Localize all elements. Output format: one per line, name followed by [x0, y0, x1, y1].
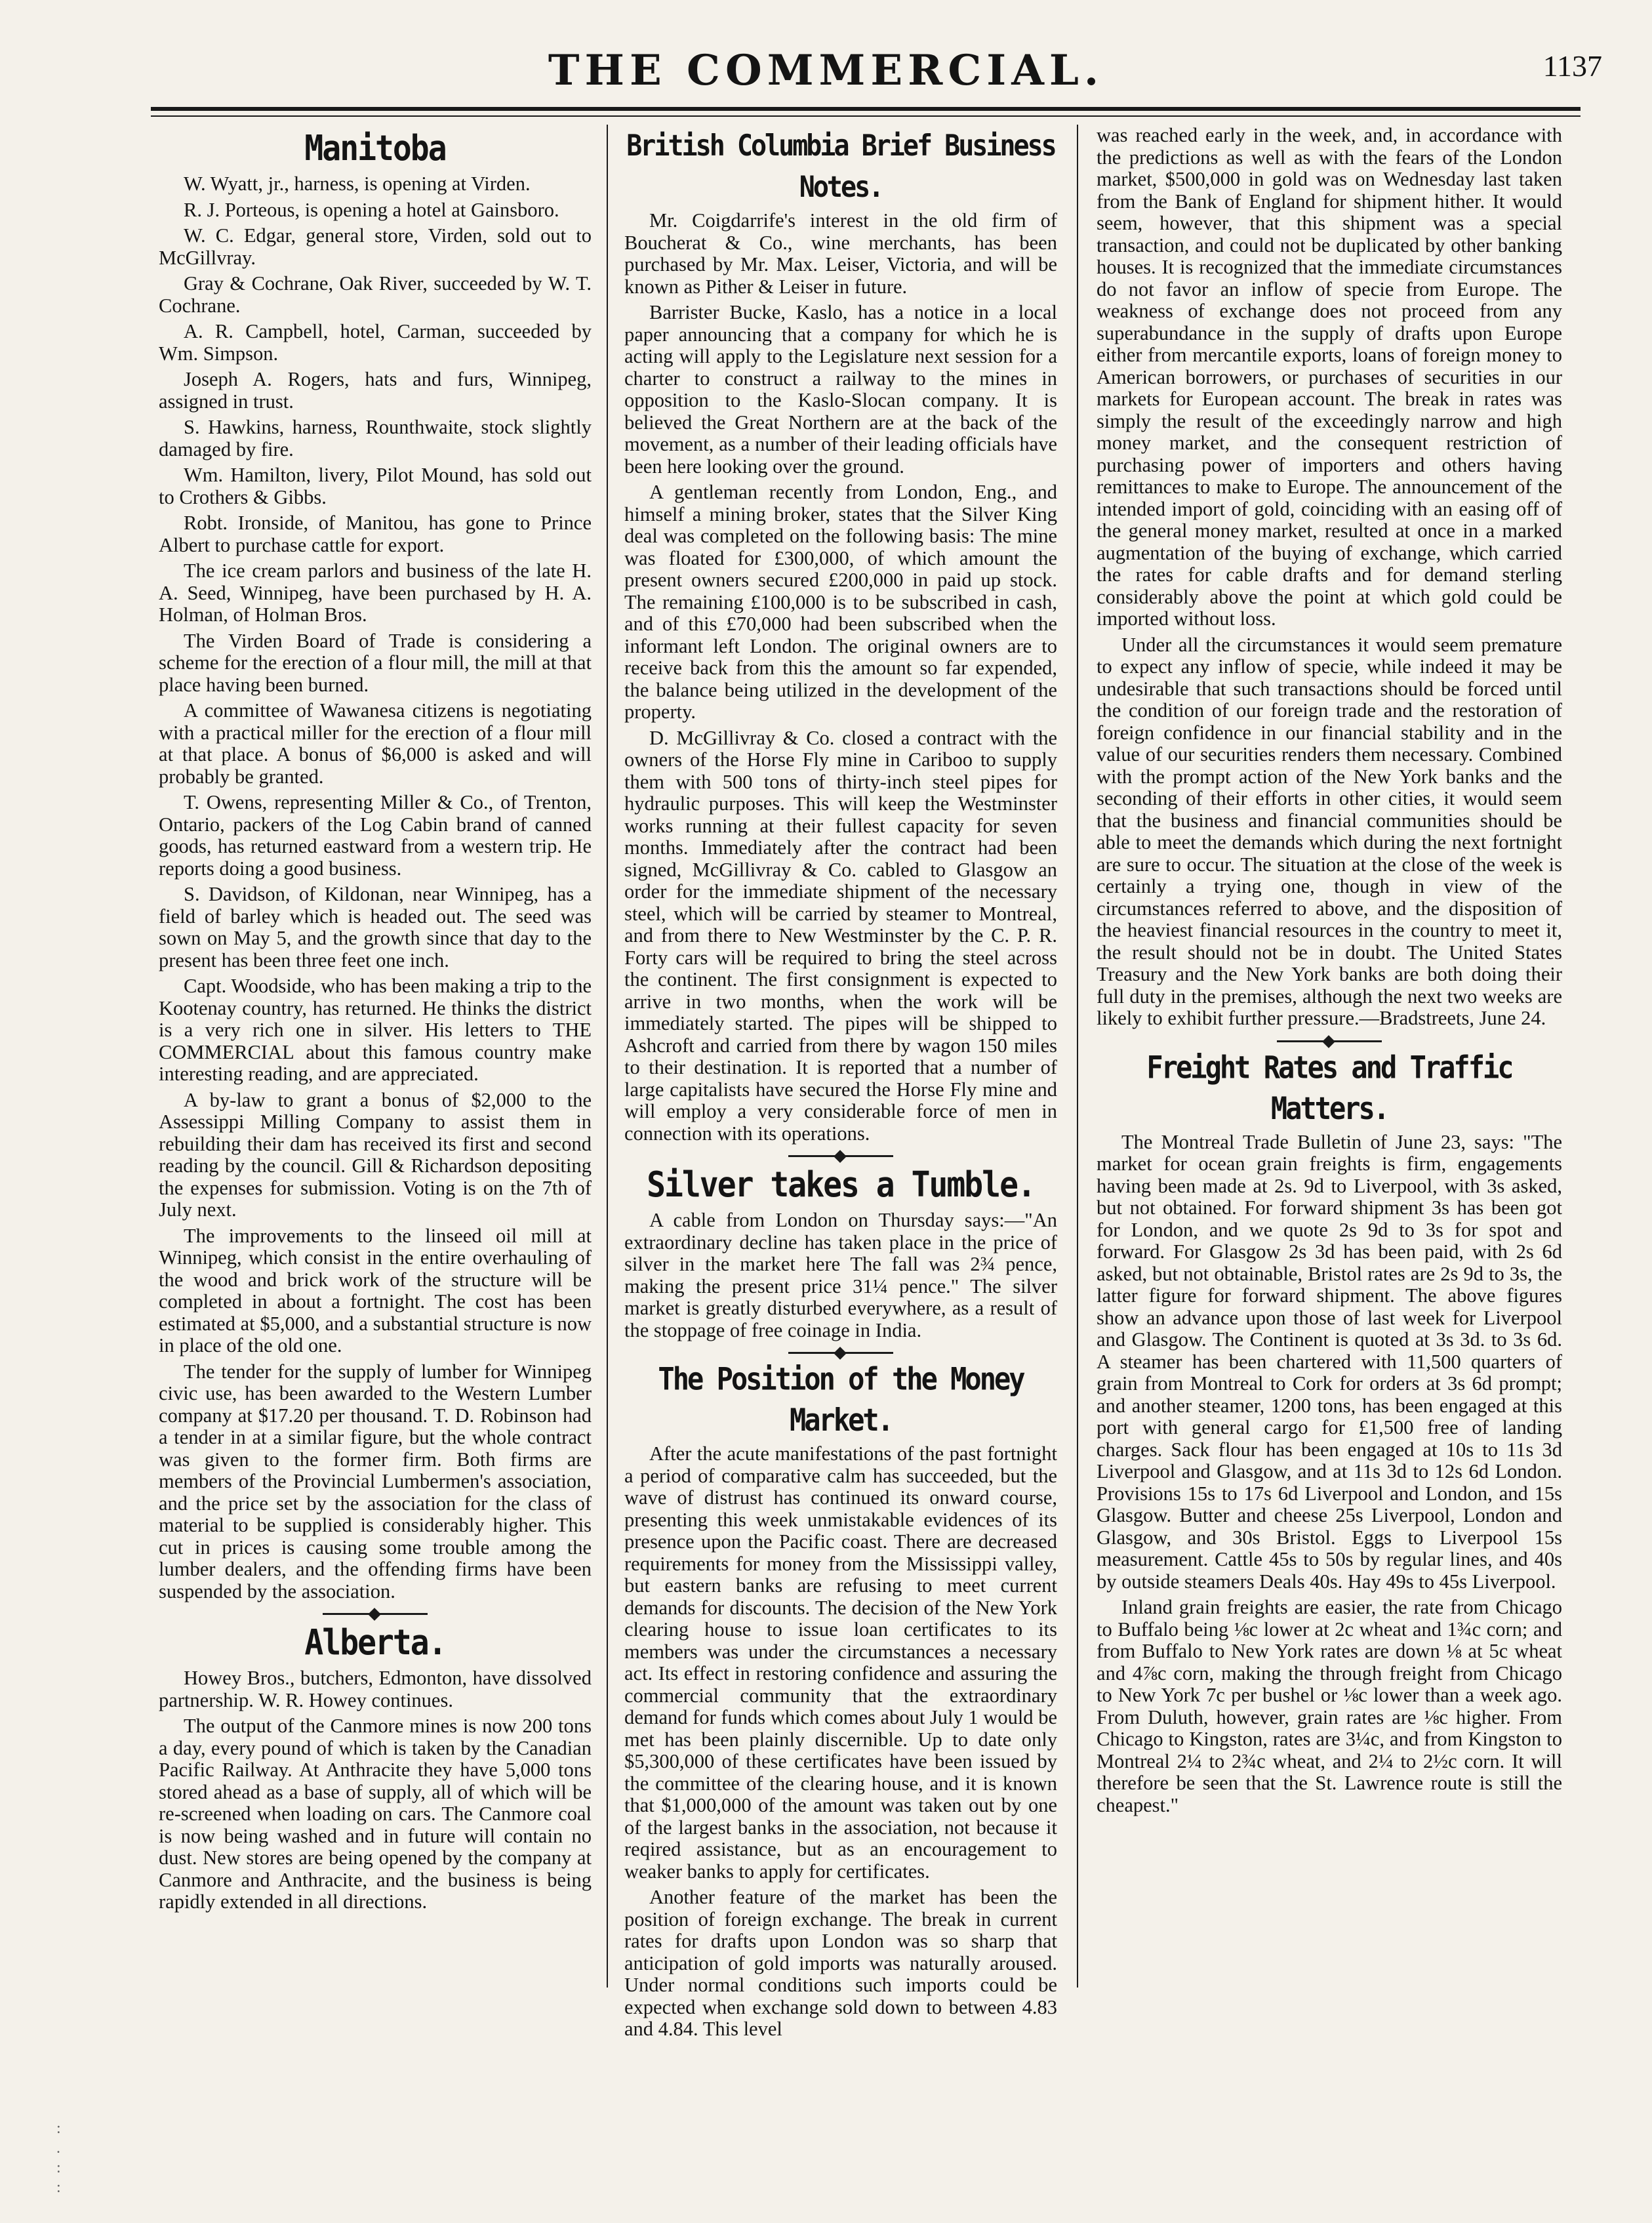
section-heading-freight: Freight Rates and Traffic Matters. — [1146, 1049, 1512, 1126]
paragraph: W. Wyatt, jr., harness, is opening at Virden. — [184, 173, 531, 195]
paragraph: Gray & Cochrane, Oak River, succeeded by W. T. Cochrane. — [159, 272, 592, 317]
paragraph: Howey Bros., butchers, Edmonton, have dissolved partnership. W. R. Howey continues. — [159, 1667, 592, 1711]
paragraph: The ice cream parlors and business of the late H. A. Seed, Winnipeg, have been purchased by H. A. Holman, of Holman Bros. — [159, 560, 592, 626]
paragraph: Mr. Coigdarrife's interest in the old firm of Boucherat & Co., wine merchants, has been purchased by Mr. Max. Leiser, Victoria, and will be known as Pither & Leiser in future. — [624, 209, 1057, 298]
margin-marks: : . : : — [56, 2120, 61, 2196]
header-rule — [151, 107, 1581, 111]
page-number: 1137 — [1542, 49, 1602, 83]
column-divider-1 — [607, 125, 608, 1988]
paragraph: Under all the circumstances it would seem premature to expect any inflow of specie, while indeed it may be undesirable that such transactions should be forced until the condition of our foreign trade and the restoration of foreign confidence in our financial stability and in the value of our securities renders them necessary. Combined with the prompt action of the New York banks and the seconding of their efforts in other cities, it would seem that the business and financial communities should be able to meet the demands which during the next fortnight are sure to occur. The situation at the close of the week is certainly a trying one, though in view of the circumstances referred to above, and the disposition of the heaviest financial resources in the country to meet it, the result should not be in doubt. The United States Treasury and the New York banks are both doing their full duty in the premises, although the next two weeks are likely to exhibit further pressure.—Bradstreets, June 24. — [1097, 633, 1562, 1029]
paragraph: Wm. Hamilton, livery, Pilot Mound, has sold out to Crothers & Gibbs. — [159, 464, 592, 508]
paragraph: The Virden Board of Trade is considering a scheme for the erection of a flour mill, the mill at that place having been burned. — [159, 629, 592, 696]
section-separator — [323, 1613, 428, 1615]
paragraph: Capt. Woodside, who has been making a trip to the Kootenay country, has returned. He thinks the district is a very rich one in silver. His letters to THE COMMERCIAL about this famous country make interesting reading, and are appreciated. — [159, 975, 592, 1085]
paragraph: R. J. Porteous, is opening a hotel at Gainsboro. — [184, 198, 559, 221]
masthead-title: THE COMMERCIAL. — [548, 46, 1104, 95]
paragraph: After the acute manifestations of the past fortnight a period of comparative calm has succeeded, but the wave of distrust has continued its onward course, presenting this week unmistakable evidences of its presence upon the Pacific coast. There are decreased requirements for money from the Mississippi valley, but eastern banks are refusing to meet current demands for discounts. The decision of the New York clearing house to issue loan certificates to its members was under the circumstances a necessary act. Its effect in restoring confidence and assuring the commercial community that the extraordinary demand for funds which comes about July 1 would be met has been plainly discernible. Up to date only $5,300,000 of these certificates have been issued by the committee of the clearing house, and it is known that $1,000,000 of the amount was taken out by one of the largest banks in the association, not because it reqired assistance, but as an encouragement to weaker banks to apply for certificates. — [624, 1442, 1057, 1883]
paragraph: A cable from London on Thursday says:—"An extraordinary decline has taken place in the price of silver in the market here The fall was 2¾ pence, making the present price 31¼ pence." The silver market is greatly disturbed everywhere, as a result of the stoppage of free coinage in India. — [624, 1209, 1057, 1341]
section-separator — [1277, 1040, 1382, 1042]
section-separator — [788, 1352, 893, 1354]
column-divider-2 — [1077, 125, 1078, 1988]
section-heading-manitoba: Manitoba — [304, 127, 446, 169]
paragraph: A. R. Campbell, hotel, Carman, succeeded by Wm. Simpson. — [159, 320, 592, 365]
column-1 — [159, 125, 592, 1988]
paragraph: T. Owens, representing Miller & Co., of Trenton, Ontario, packers of the Log Cabin brand of canned goods, has returned eastward from a western trip. He reports doing a good business. — [159, 791, 592, 880]
paragraph: W. C. Edgar, general store, Virden, sold out to McGillvray. — [159, 224, 592, 269]
paragraph: The output of the Canmore mines is now 200 tons a day, every pound of which is taken by the Canadian Pacific Railway. At Anthracite they have 5,000 tons stored ahead as a base of supply, all of which will be re-screened when loading on cars. The Canmore coal is now being washed and in future will contain no dust. New stores are being opened by the company at Canmore and Anthracite, and the business is being rapidly extended in all directions. — [159, 1715, 592, 1913]
paragraph: Another feature of the market has been the position of foreign exchange. The break in current rates for drafts upon London was so sharp that anticipation of gold imports was naturally aroused. Under normal conditions such imports could be expected when exchange sold down to between 4.83 and 4.84. This level — [624, 1886, 1057, 2040]
section-heading-alberta: Alberta. — [304, 1621, 446, 1663]
section-heading-bc-notes: British Columbia Brief Business Notes. — [626, 129, 1055, 205]
paragraph: Inland grain freights are easier, the rate from Chicago to Buffalo being ⅛c lower at 2c wheat and 1¾c corn; and from Buffalo to New York rates are down ⅛ at 5c wheat and 4⅞c corn, making the through freight from Chicago to New York 7c per bushel or ⅛c lower than a week ago. From Duluth, however, grain rates are ⅛c higher. From Chicago to Kingston, rates are 3¼c, and from Kingston to Montreal 2¼ to 2¾c wheat, and 2¼ to 2½c corn. It will therefore be seen that the St. Lawrence route is still the cheapest." — [1097, 1596, 1562, 1816]
paragraph: S. Davidson, of Kildonan, near Winnipeg, has a field of barley which is headed out. The seed was sown on May 5, and the growth since that day to the present has been three feet one inch. — [159, 883, 592, 971]
paragraph: A committee of Wawanesa citizens is negotiating with a practical miller for the erection of a flour mill at that place. A bonus of $6,000 is asked and will probably be granted. — [159, 699, 592, 788]
header-rule-thin — [151, 115, 1581, 117]
column-2 — [624, 125, 1057, 2040]
paragraph: A by-law to grant a bonus of $2,000 to the Assessippi Milling Company to assist them in rebuilding their dam has received its first and second reading by the council. Gill & Richardson depositing the expenses for submission. Voting is on the 7th of July next. — [159, 1088, 592, 1221]
paragraph: Joseph A. Rogers, hats and furs, Winnipeg, assigned in trust. — [159, 368, 592, 413]
paragraph: Robt. Ironside, of Manitou, has gone to Prince Albert to purchase cattle for export. — [159, 512, 592, 556]
paragraph: Barrister Bucke, Kaslo, has a notice in a local paper announcing that a company for which he is acting will apply to the Legislature next session for a charter to construct a railway to the mines in opposition to the Kaslo-Slocan company. It is believed the Great Northern are at the back of the movement, as a number of their leading officials have been here looking over the ground. — [624, 301, 1057, 478]
section-heading-silver: Silver takes a Tumble. — [647, 1164, 1035, 1206]
paragraph: A gentleman recently from London, Eng., and himself a mining broker, states that the Silver King deal was completed on the following basis: The mine was floated for £300,000, of which amount the present owners secured £200,000 in paid up stock. The remaining £100,000 is to be subscribed in cash, and of this £70,000 had been subscribed when the informant left London. The original owners are to receive back from this the amount so far expended, the balance being utilized in the development of the property. — [624, 481, 1057, 723]
paragraph: S. Hawkins, harness, Rounthwaite, stock slightly damaged by fire. — [159, 416, 592, 460]
paragraph: The tender for the supply of lumber for Winnipeg civic use, has been awarded to the Western Lumber company at $17.20 per thousand. T. D. Robinson had a tender in at a similar figure, but the whole contract was given to the former firm. Both firms are members of the Provincial Lumbermen's association, and the price set by the association for the class of material to be supplied is considerably higher. This cut in prices is causing some trouble among the lumber dealers, and the offending firms have been suspended by the association. — [159, 1360, 592, 1602]
paragraph: The improvements to the linseed oil mill at Winnipeg, which consist in the entire overhauling of the wood and brick work of the structure will be completed in about a fortnight. The cost has been estimated at $5,000, and a substantial structure is now in place of the old one. — [159, 1224, 592, 1356]
paragraph: was reached early in the week, and, in accordance with the predictions as well as with the fears of the London market, $500,000 in gold was on Wednesday last taken from the Bank of England for shipment hither. It would seem, however, that this shipment was a special transaction, and could not be duplicated by other banking houses. It is recognized that the immediate circumstances do not favor an inflow of specie from Europe. The weakness of exchange does not proceed from any superabundance in the supply of drafts upon Europe either from mercantile exports, loans of foreign money to American borrowers, or purchases of securities in our markets for European account. The break in rates was simply the result of the exceedingly narrow and high money market, and the consequent restriction of purchasing power of importers and others having remittances to make to Europe. The announcement of the intended import of gold, coinciding with an easing off of the general money market, resulted at once in a marked augmentation of the buying of exchange, which carried the rates for cable drafts and for demand sterling considerably above the point at which gold could be imported without loss. — [1097, 124, 1562, 630]
section-separator — [788, 1155, 893, 1157]
paragraph: The Montreal Trade Bulletin of June 23, says: "The market for ocean grain freights is firm, engagements having been made at 2s. 9d to Liverpool, with 3s asked, but not obtained. For forward shipment 3s has been got for London, and we quote 2s 9d to 3s for spot and forward. For Glasgow 2s 3d has been paid, with 2s 6d asked, but not obtainable, Bristol rates are 2s 9d to 3s, the latter figure for forward shipment. The above figures show an advance upon those of last week for Liverpool and Glasgow. The Continent is quoted at 3s 3d. to 3s 6d. A steamer has been chartered with 11,500 quarters of grain from Montreal to Cork for orders at 3s 6d prompt; and another steamer, 1200 tons, has been engaged at this port with general cargo for £1,500 free of landing charges. Sack flour has been engaged at 10s to 11s 3d Liverpool and Glasgow, and at 11s 3d to 12s 6d London. Provisions 15s to 17s 6d Liverpool and London, and 15s Glasgow. Butter and cheese 25s Liverpool, London and Glasgow, and 30s Bristol. Eggs to Liverpool 15s measurement. Cattle 45s to 50s by regular lines, and 40s by outside steamers Deals 40s. Hay 49s to 45s Liverpool. — [1097, 1130, 1562, 1593]
paragraph: D. McGillivray & Co. closed a contract with the owners of the Horse Fly mine in Cariboo to supply them with 500 tons of thirty-inch steel pipes for hydraulic purposes. This will keep the Westminster works running at their fullest capacity for seven months. Immediately after the contract had been signed, McGillivray & Co. cabled to Glasgow an order for the immediate shipment of the necessary steel, which will be carried by steamer to Montreal, and from there to New Westminster by the C. P. R. Forty cars will be required to bring the steel across the continent. The first consignment is expected to arrive in two months, when the work will be immediately started. The pipes will be shipped to Ashcroft and carried from there by wagon 150 miles to their destination. It is reported that a number of large capitalists have secured the Horse Fly mine and will employ a very considerable force of men in connection with its operations. — [624, 726, 1057, 1145]
section-heading-money-market: The Position of the Money Market. — [658, 1360, 1024, 1438]
column-3 — [1097, 125, 1562, 1988]
